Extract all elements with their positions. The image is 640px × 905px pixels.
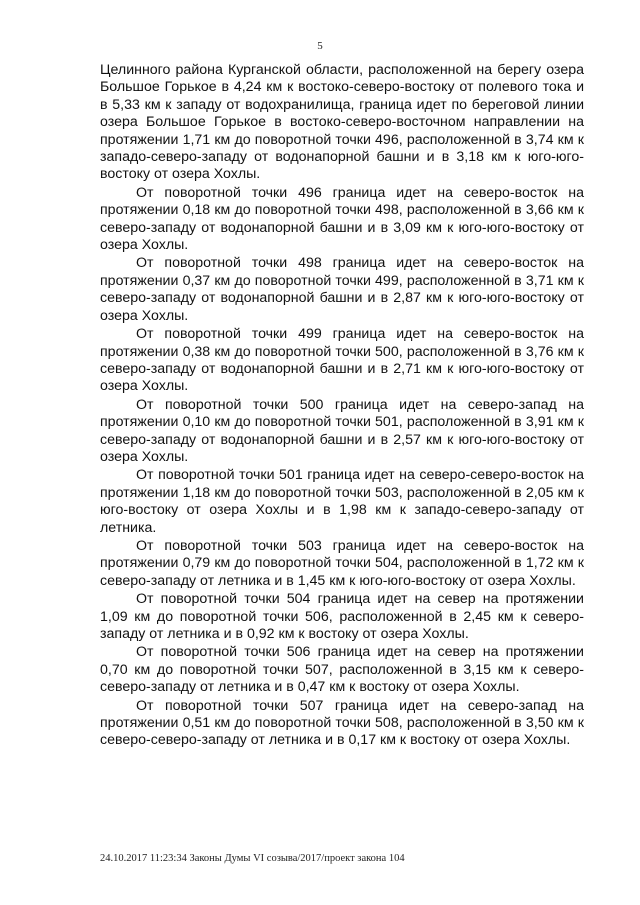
paragraph-10: От поворотной точки 507 граница идет на северо-запад на протяжении 0,51 км до поворотной точки 508, расположенной в 3,50 км к северо-северо-западу от летника и в 0,17 км к востоку от озера Хохлы. bbox=[100, 697, 584, 749]
paragraph-1: Целинного района Курганской области, расположенной на берегу озера Большое Горькое в 4,24 км к востоко-северо-востоку от полевого тока и в 5,33 км к западу от водохранилища, граница идет по береговой линии озера Большое Горькое в востоко-северо-восточном направлении на протяжении 1,71 км до поворотной точки 496, расположенной в 3,74 км к западо-северо-западу от водонапорной башни и в 3,18 км к юго-юго-востоку от озера Хохлы. bbox=[100, 62, 584, 183]
document-body bbox=[100, 62, 584, 750]
paragraph-9: От поворотной точки 506 граница идет на север на протяжении 0,70 км до поворотной точки 507, расположенной в 3,15 км к северо-северо-западу от летника и в 0,47 км к востоку от озера Хохлы. bbox=[100, 644, 584, 696]
paragraph-5: От поворотной точки 500 граница идет на северо-запад на протяжении 0,10 км до поворотной точки 501, расположенной в 3,91 км к северо-западу от водонапорной башни и в 2,57 км к юго-юго-востоку от озера Хохлы. bbox=[100, 396, 584, 465]
paragraph-7: От поворотной точки 503 граница идет на северо-восток на протяжении 0,79 км до поворотной точки 504, расположенной в 1,72 км к северо-западу от летника и в 1,45 км к юго-юго-востоку от озера Хохлы. bbox=[100, 537, 584, 589]
paragraph-6: От поворотной точки 501 граница идет на северо-северо-восток на протяжении 1,18 км до поворотной точки 503, расположенной в 2,05 км к юго-востоку от озера Хохлы и в 1,98 км к западо-северо-западу от летника. bbox=[100, 467, 584, 536]
paragraph-3: От поворотной точки 498 граница идет на северо-восток на протяжении 0,37 км до поворотной точки 499, расположенной в 3,71 км к северо-западу от водонапорной башни и в 2,87 км к юго-юго-востоку от озера Хохлы. bbox=[100, 255, 584, 324]
paragraph-8: От поворотной точки 504 граница идет на север на протяжении 1,09 км до поворотной точки 506, расположенной в 2,45 км к северо-западу от летника и в 0,92 км к востоку от озера Хохлы. bbox=[100, 591, 584, 642]
paragraph-2: От поворотной точки 496 граница идет на северо-восток на протяжении 0,18 км до поворотной точки 498, расположенной в 3,66 км к северо-западу от водонапорной башни и в 3,09 км к юго-юго-востоку от озера Хохлы. bbox=[100, 184, 584, 254]
paragraph-4: От поворотной точки 499 граница идет на северо-восток на протяжении 0,38 км до поворотной точки 500, расположенной в 3,76 км к северо-западу от водонапорной башни и в 2,71 км к юго-юго-востоку от озера Хохлы. bbox=[100, 326, 584, 395]
document-footer: 24.10.2017 11:23:34 Законы Думы VI созыва/2017/проект закона 104 bbox=[100, 853, 405, 864]
page-number: 5 bbox=[317, 40, 323, 52]
